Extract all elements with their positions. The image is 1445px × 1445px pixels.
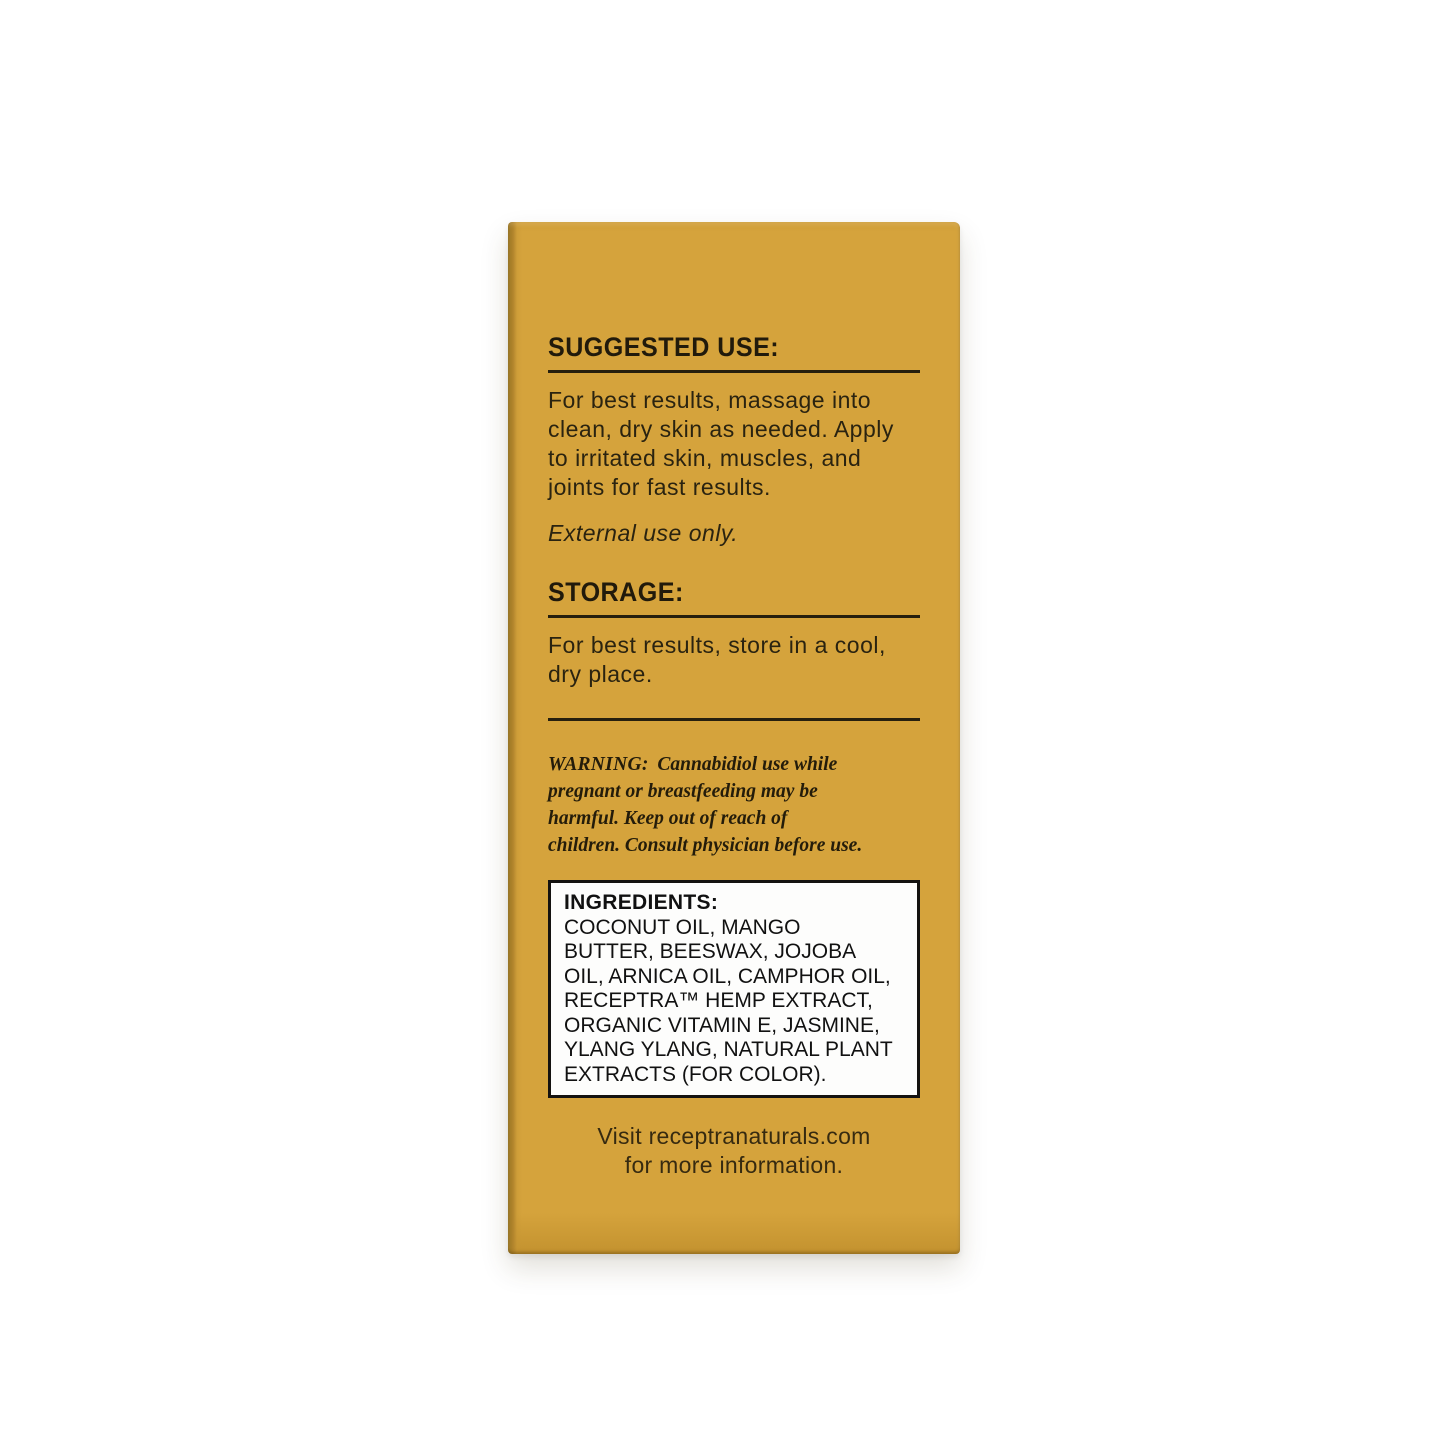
warning-line: pregnant or breastfeeding may be xyxy=(548,781,818,802)
ingredients-line: OIL, ARNICA OIL, CAMPHOR OIL, xyxy=(564,964,891,988)
ingredients-heading: INGREDIENTS: xyxy=(564,891,719,914)
footer-line: Visit receptranaturals.com xyxy=(597,1123,871,1149)
suggested-use-line: joints for fast results. xyxy=(548,474,771,500)
suggested-use-paragraph xyxy=(548,386,920,502)
warning-line xyxy=(548,751,920,778)
storage-paragraph xyxy=(548,631,920,689)
ingredients-line: BUTTER, BEESWAX, JOJOBA xyxy=(564,940,857,963)
ingredients-line: RECEPTRA™ HEMP EXTRACT, xyxy=(564,989,873,1012)
ingredients-line: COCONUT OIL, MANGO xyxy=(564,915,801,939)
ingredients-box xyxy=(548,880,920,1098)
ingredients-line: YLANG YLANG, NATURAL PLANT xyxy=(564,1038,893,1061)
storage-heading xyxy=(548,579,920,606)
storage-underline xyxy=(548,615,920,618)
suggested-use-heading-text: SUGGESTED USE: xyxy=(548,332,780,362)
warning-line: harmful. Keep out of reach of xyxy=(548,808,788,829)
suggested-use-heading xyxy=(548,334,920,361)
suggested-use-underline xyxy=(548,370,920,373)
warning-separator-line xyxy=(548,718,920,721)
storage-line: For best results, store in a cool, xyxy=(548,632,886,658)
panel-content xyxy=(508,334,960,1180)
warning-label: WARNING: xyxy=(548,754,649,775)
storage-line: dry place. xyxy=(548,661,653,687)
warning-line-text: Cannabidiol use while xyxy=(657,754,838,775)
external-use-note: External use only. xyxy=(548,520,739,546)
website-footer xyxy=(548,1122,920,1180)
suggested-use-line: to irritated skin, muscles, and xyxy=(548,445,862,471)
ingredients-line: ORGANIC VITAMIN E, JASMINE, xyxy=(564,1013,880,1037)
footer-line: for more information. xyxy=(624,1152,844,1178)
storage-heading-text: STORAGE: xyxy=(548,577,684,607)
warning-line: children. Consult physician before use. xyxy=(548,835,863,856)
suggested-use-line: For best results, massage into xyxy=(548,387,872,413)
ingredients-line: EXTRACTS (FOR COLOR). xyxy=(564,1062,827,1086)
product-box-side-panel xyxy=(508,222,960,1254)
suggested-use-line: clean, dry skin as needed. Apply xyxy=(548,416,894,442)
warning-paragraph xyxy=(548,751,920,859)
